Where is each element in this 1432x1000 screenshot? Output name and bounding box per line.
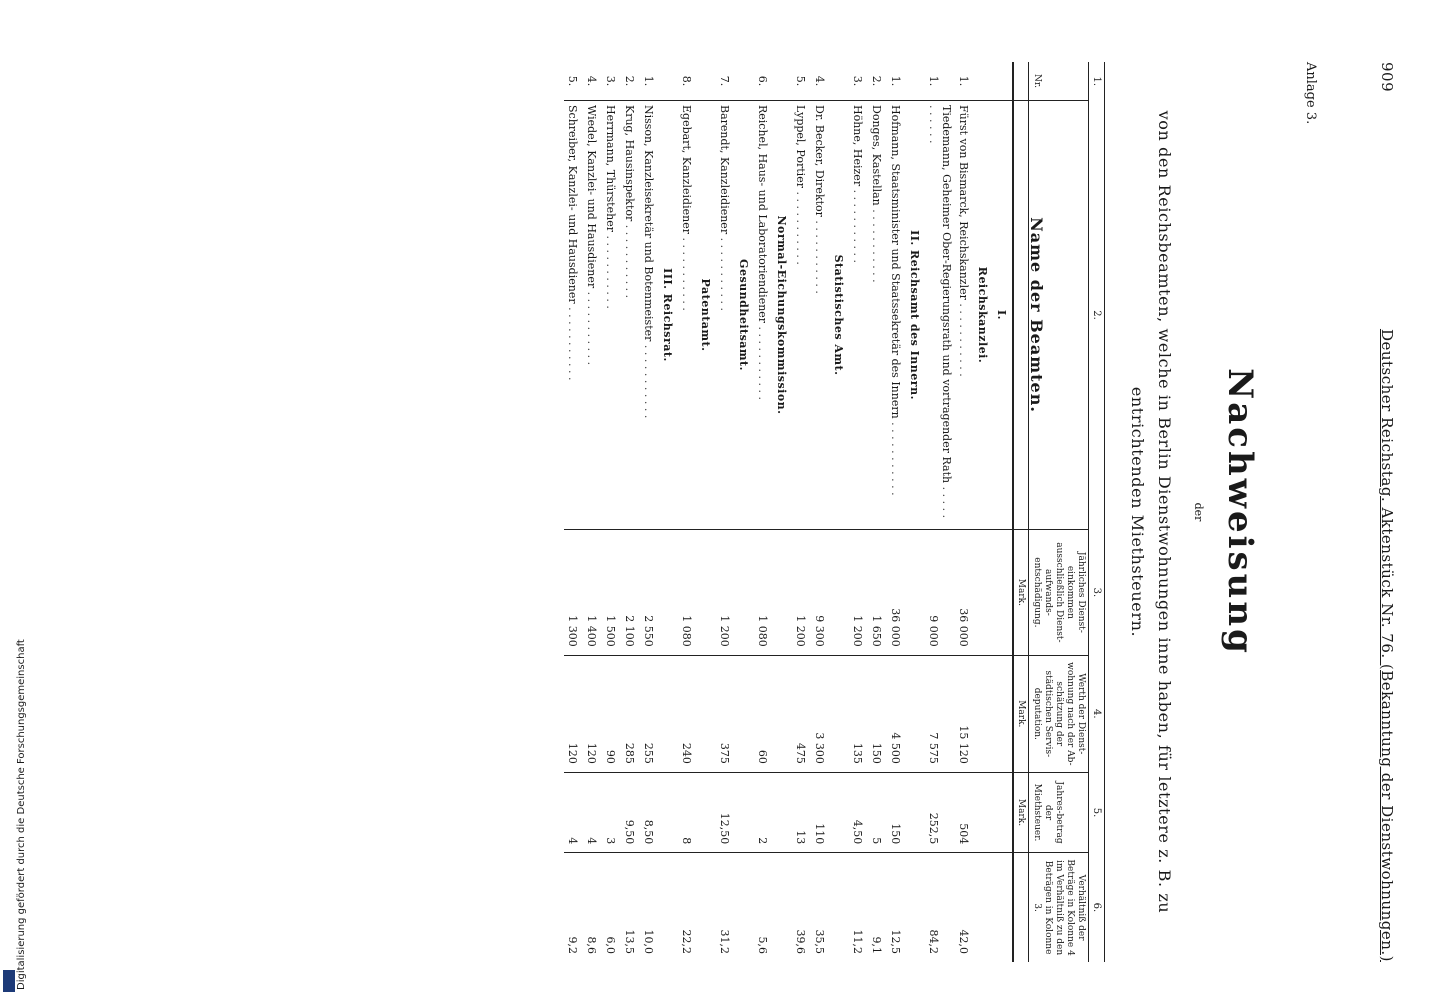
table-row bbox=[621, 62, 640, 962]
row-rent-tax: 3 bbox=[602, 772, 621, 852]
section-empty-cell bbox=[993, 853, 1013, 962]
row-dwelling-value: 3 300 bbox=[811, 655, 830, 772]
row-ratio: 6,0 bbox=[602, 853, 621, 962]
section-empty-cell bbox=[773, 530, 792, 656]
section-title: Gesundheitsamt. bbox=[735, 101, 754, 530]
row-ratio: 35,5 bbox=[811, 853, 830, 962]
section-empty-cell bbox=[993, 530, 1013, 656]
unit-mark: Mark. bbox=[1013, 530, 1029, 656]
section-heading-row bbox=[735, 62, 754, 962]
section-empty-cell bbox=[735, 530, 754, 656]
row-name: Barendt, Kanzleidiener . . . bbox=[716, 101, 735, 530]
row-income: 2 100 bbox=[621, 530, 640, 656]
row-nr: 1. bbox=[957, 75, 970, 87]
table-row bbox=[678, 62, 697, 962]
section-empty-cell bbox=[697, 655, 716, 772]
row-income: 1 650 bbox=[868, 530, 887, 656]
row-rent-tax: 110 bbox=[811, 772, 830, 852]
section-empty-cell bbox=[830, 772, 849, 852]
row-rent-tax: 9,50 bbox=[621, 772, 640, 852]
section-title: Patentamt. bbox=[697, 101, 716, 530]
row-name: Fürst von Bismarck, Reichskanzler . . . bbox=[955, 101, 974, 530]
row-dwelling-value: 475 bbox=[792, 655, 811, 772]
section-heading-row bbox=[993, 62, 1013, 962]
section-empty-cell bbox=[974, 530, 993, 656]
section-empty-cell bbox=[993, 772, 1013, 852]
section-nr-cell bbox=[735, 62, 754, 101]
row-dwelling-value: 150 bbox=[868, 655, 887, 772]
section-empty-cell bbox=[830, 530, 849, 656]
header-dwelling-value: Werth der Dienst-wohnung nach der Ab-schätzung der städtischen Servis-deputation. bbox=[1029, 655, 1089, 772]
row-nr: 3. bbox=[851, 75, 864, 87]
table-body bbox=[564, 62, 1013, 962]
section-empty-cell bbox=[659, 655, 678, 772]
row-name: Höhne, Heizer . . . bbox=[849, 101, 868, 530]
table-row bbox=[716, 62, 735, 962]
section-empty-cell bbox=[735, 655, 754, 772]
col-number: 5. bbox=[1089, 772, 1105, 852]
col-number: 2. bbox=[1089, 101, 1105, 530]
table-row bbox=[583, 62, 602, 962]
row-income: 1 300 bbox=[564, 530, 583, 656]
section-nr-cell bbox=[697, 62, 716, 101]
section-empty-cell bbox=[697, 772, 716, 852]
table-row bbox=[640, 62, 659, 962]
row-dwelling-value: 375 bbox=[716, 655, 735, 772]
table-row bbox=[792, 62, 811, 962]
row-rent-tax: 4 bbox=[583, 772, 602, 852]
table-row bbox=[811, 62, 830, 962]
header-ratio: Verhältniß der Beträge in Kolonne 4 im Verhältniß zu den Beträgen in Kolonne 3. bbox=[1029, 853, 1089, 962]
row-dwelling-value: 255 bbox=[640, 655, 659, 772]
unit-mark: Mark. bbox=[1013, 655, 1029, 772]
row-ratio: 39,6 bbox=[792, 853, 811, 962]
row-dwelling-value: 135 bbox=[849, 655, 868, 772]
col-number: 3. bbox=[1089, 530, 1105, 656]
header-nr: Nr. bbox=[1029, 62, 1089, 101]
section-heading-row bbox=[773, 62, 792, 962]
row-ratio: 9,1 bbox=[868, 853, 887, 962]
section-title: III. Reichsrat. bbox=[659, 101, 678, 530]
row-name: Lyppel, Portier . . . bbox=[792, 101, 811, 530]
row-income: 9 000 bbox=[925, 530, 955, 656]
row-name: Wiedel, Kanzlei- und Hausdiener . . . bbox=[583, 101, 602, 530]
row-ratio: 9,2 bbox=[564, 853, 583, 962]
row-name: Nisson, Kanzleisekretär und Botenmeister . . . bbox=[640, 101, 659, 530]
title-connector: der bbox=[1192, 502, 1205, 522]
section-empty-cell bbox=[773, 655, 792, 772]
header-income: Jährliches Dienst-einkommen ausschließlich Dienst-aufwands-entschädigung. bbox=[1029, 530, 1089, 656]
row-name: Dr. Becker, Direktor . . . bbox=[811, 101, 830, 530]
row-dwelling-value: 120 bbox=[583, 655, 602, 772]
row-dwelling-value: 120 bbox=[564, 655, 583, 772]
row-income: 1 200 bbox=[849, 530, 868, 656]
row-nr: 4. bbox=[813, 75, 826, 87]
section-heading-row bbox=[659, 62, 678, 962]
header-rent-tax: Jahres-betrag der Miethsteuer. bbox=[1029, 772, 1089, 852]
row-ratio: 42,0 bbox=[955, 853, 974, 962]
document-subtitle: von den Reichsbeamten, welche in Berlin Dienstwohnungen inne haben, für letztere z. B. zu entrichtenden Miethsteuern. bbox=[1128, 110, 1174, 914]
section-nr-cell bbox=[906, 62, 925, 101]
row-rent-tax: 8,50 bbox=[640, 772, 659, 852]
section-empty-cell bbox=[974, 772, 993, 852]
row-rent-tax: 8 bbox=[678, 772, 697, 852]
section-empty-cell bbox=[830, 853, 849, 962]
section-empty-cell bbox=[735, 853, 754, 962]
column-header-row bbox=[1029, 62, 1089, 962]
header-name: Name der Beamten. bbox=[1029, 101, 1089, 530]
row-dwelling-value: 285 bbox=[621, 655, 640, 772]
row-ratio: 31,2 bbox=[716, 853, 735, 962]
row-income: 9 300 bbox=[811, 530, 830, 656]
table-row bbox=[868, 62, 887, 962]
funding-credit bbox=[2, 610, 27, 1000]
row-nr: 1. bbox=[642, 75, 655, 87]
row-nr: 8. bbox=[680, 75, 693, 87]
section-title: I. bbox=[993, 101, 1013, 530]
row-ratio: 13,5 bbox=[621, 853, 640, 962]
table-row bbox=[887, 62, 906, 962]
row-dwelling-value: 60 bbox=[754, 655, 773, 772]
row-income: 1 200 bbox=[792, 530, 811, 656]
unit-row bbox=[1013, 62, 1029, 962]
page-number: 909 bbox=[1378, 62, 1396, 93]
row-name: Egebart, Kanzleidiener . . . bbox=[678, 101, 697, 530]
section-empty-cell bbox=[974, 655, 993, 772]
col-number: 4. bbox=[1089, 655, 1105, 772]
row-ratio: 5,6 bbox=[754, 853, 773, 962]
section-empty-cell bbox=[993, 655, 1013, 772]
row-rent-tax: 12,50 bbox=[716, 772, 735, 852]
funding-credit-text: Digitalisierung gefördert durch die Deutsche Forschungsgemeinschaft bbox=[16, 639, 27, 990]
row-dwelling-value: 15 120 bbox=[955, 655, 974, 772]
section-title: Normal-Eichungskommission. bbox=[773, 101, 792, 530]
row-ratio: 12,5 bbox=[887, 853, 906, 962]
col-number: 6. bbox=[1089, 853, 1105, 962]
section-empty-cell bbox=[906, 853, 925, 962]
dfg-logo-icon bbox=[3, 970, 15, 992]
section-empty-cell bbox=[659, 853, 678, 962]
section-empty-cell bbox=[974, 853, 993, 962]
row-dwelling-value: 90 bbox=[602, 655, 621, 772]
unit-empty bbox=[1013, 62, 1029, 101]
row-nr: 2. bbox=[623, 75, 636, 87]
document-title: Nachweisung bbox=[1220, 368, 1260, 656]
section-nr-cell bbox=[974, 62, 993, 101]
row-rent-tax: 2 bbox=[754, 772, 773, 852]
officials-table bbox=[564, 62, 1105, 962]
row-income: 1 400 bbox=[583, 530, 602, 656]
row-income: 1 500 bbox=[602, 530, 621, 656]
table-row bbox=[849, 62, 868, 962]
table-row bbox=[955, 62, 974, 962]
running-header bbox=[1378, 62, 1396, 962]
section-nr-cell bbox=[659, 62, 678, 101]
row-name: Tiedemann, Geheimer Ober-Regierungsrath und vortragender Rath . . . bbox=[925, 101, 955, 530]
row-ratio: 84,2 bbox=[925, 853, 955, 962]
row-rent-tax: 252,5 bbox=[925, 772, 955, 852]
column-number-row bbox=[1089, 62, 1105, 962]
row-rent-tax: 13 bbox=[792, 772, 811, 852]
section-empty-cell bbox=[830, 655, 849, 772]
row-ratio: 22,2 bbox=[678, 853, 697, 962]
table-row bbox=[754, 62, 773, 962]
row-income: 1 080 bbox=[678, 530, 697, 656]
row-rent-tax: 150 bbox=[887, 772, 906, 852]
row-nr: 5. bbox=[566, 75, 579, 87]
section-empty-cell bbox=[697, 853, 716, 962]
section-title: Statistisches Amt. bbox=[830, 101, 849, 530]
row-income: 1 200 bbox=[716, 530, 735, 656]
section-empty-cell bbox=[773, 772, 792, 852]
row-rent-tax: 504 bbox=[955, 772, 974, 852]
section-nr-cell bbox=[773, 62, 792, 101]
row-income: 2 550 bbox=[640, 530, 659, 656]
section-title: II. Reichsamt des Innern. bbox=[906, 101, 925, 530]
section-empty-cell bbox=[659, 530, 678, 656]
section-empty-cell bbox=[735, 772, 754, 852]
row-income: 36 000 bbox=[955, 530, 974, 656]
row-name: Reichel, Haus- und Laboratoriendiener . . . bbox=[754, 101, 773, 530]
row-dwelling-value: 4 500 bbox=[887, 655, 906, 772]
row-ratio: 10,0 bbox=[640, 853, 659, 962]
unit-empty bbox=[1013, 853, 1029, 962]
row-income: 36 000 bbox=[887, 530, 906, 656]
section-heading-row bbox=[697, 62, 716, 962]
section-title: Reichskanzlei. bbox=[974, 101, 993, 530]
unit-mark: Mark. bbox=[1013, 772, 1029, 852]
row-nr: 6. bbox=[756, 75, 769, 87]
row-nr: 5. bbox=[794, 75, 807, 87]
row-nr: 7. bbox=[718, 75, 731, 87]
row-nr: 2. bbox=[870, 75, 883, 87]
section-empty-cell bbox=[906, 530, 925, 656]
row-name: Herrmann, Thürsteher . . . bbox=[602, 101, 621, 530]
section-heading-row bbox=[974, 62, 993, 962]
row-nr: 1. bbox=[927, 75, 940, 87]
section-heading-row bbox=[906, 62, 925, 962]
table-row bbox=[602, 62, 621, 962]
row-rent-tax: 5 bbox=[868, 772, 887, 852]
section-empty-cell bbox=[773, 853, 792, 962]
row-name: Schreiber, Kanzlei- und Hausdiener . . . bbox=[564, 101, 583, 530]
section-empty-cell bbox=[697, 530, 716, 656]
table-row bbox=[564, 62, 583, 962]
row-nr: 3. bbox=[604, 75, 617, 87]
row-rent-tax: 4,50 bbox=[849, 772, 868, 852]
row-dwelling-value: 7 575 bbox=[925, 655, 955, 772]
row-name: Hofmann, Staatsminister und Staatssekretär des Innern . . . bbox=[887, 101, 906, 530]
row-rent-tax: 4 bbox=[564, 772, 583, 852]
row-dwelling-value: 240 bbox=[678, 655, 697, 772]
section-empty-cell bbox=[906, 655, 925, 772]
row-name: Krug, Hausinspektor . . . bbox=[621, 101, 640, 530]
row-name: Donges, Kastellan . . . bbox=[868, 101, 887, 530]
row-nr: 4. bbox=[585, 75, 598, 87]
section-nr-cell bbox=[830, 62, 849, 101]
appendix-label: Anlage 3. bbox=[1303, 62, 1318, 125]
rotated-document bbox=[155, 62, 1410, 962]
row-ratio: 11,2 bbox=[849, 853, 868, 962]
row-income: 1 080 bbox=[754, 530, 773, 656]
row-nr: 1. bbox=[889, 75, 902, 87]
table-row bbox=[925, 62, 955, 962]
section-empty-cell bbox=[659, 772, 678, 852]
row-ratio: 8,6 bbox=[583, 853, 602, 962]
section-empty-cell bbox=[906, 772, 925, 852]
section-heading-row bbox=[830, 62, 849, 962]
journal-reference: Deutscher Reichstag. Aktenstück Nr. 76. (Bekanntung der Dienstwohnungen.) bbox=[1378, 328, 1396, 962]
col-number: 1. bbox=[1089, 62, 1105, 101]
section-nr-cell bbox=[993, 62, 1013, 101]
